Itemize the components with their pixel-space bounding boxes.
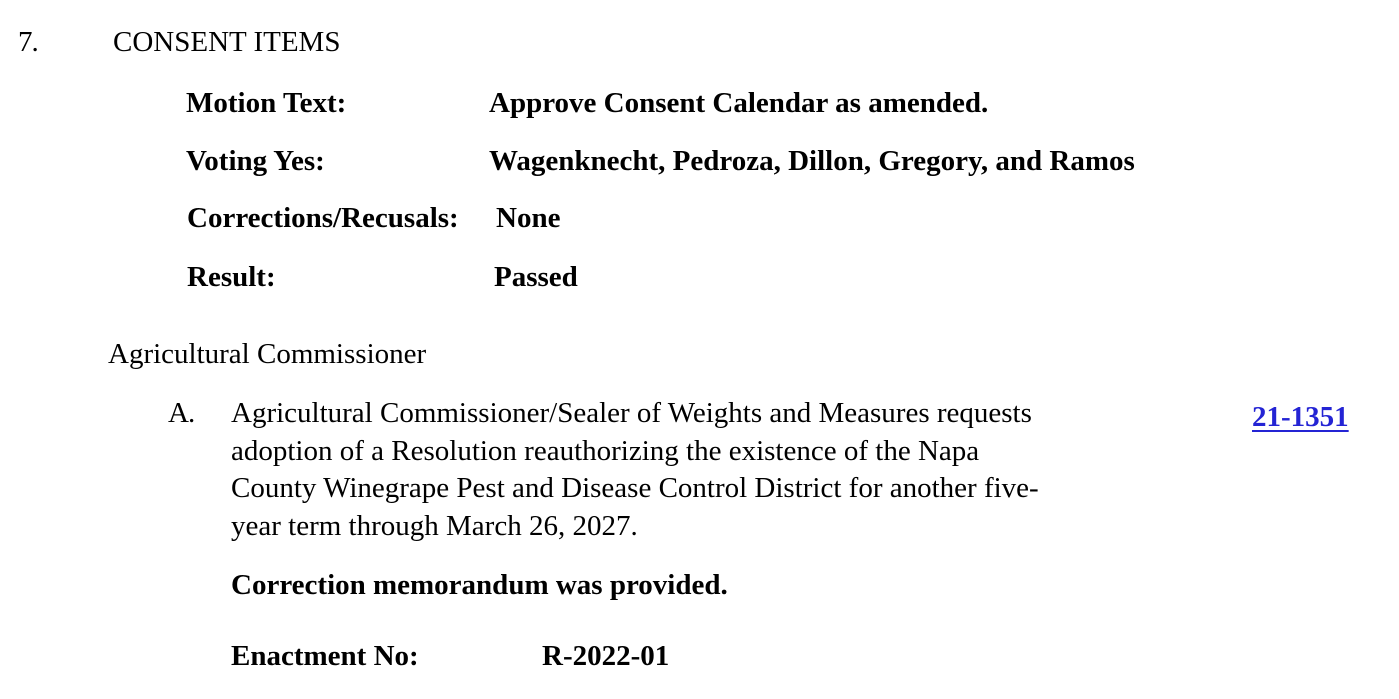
section-title: CONSENT ITEMS [113,26,341,58]
file-number-link[interactable]: 21-1351 [1252,401,1349,433]
item-description-line: Agricultural Commissioner/Sealer of Weights and Measures requests [231,397,1032,429]
correction-note: Correction memorandum was provided. [231,569,728,601]
enactment-number: R-2022-01 [542,640,670,672]
item-description-line: year term through March 26, 2027. [231,509,638,542]
item-description-line: adoption of a Resolution reauthorizing the existence of the Napa [231,434,980,467]
voting-yes-value: Wagenknecht, Pedroza, Dillon, Gregory, and Ramos [489,145,1135,177]
result-value: Passed [494,261,578,293]
item-description-line: County Winegrape Pest and Disease Control District for another five- [231,472,1039,504]
enactment-label: Enactment No: [231,640,419,672]
corrections-recusals-value: None [496,202,561,234]
voting-yes-label: Voting Yes: [186,145,325,177]
department-heading: Agricultural Commissioner [108,338,427,370]
item-description [231,395,1131,545]
motion-text-value: Approve Consent Calendar as amended. [489,87,989,119]
motion-text-label: Motion Text: [186,87,347,119]
item-letter: A. [168,397,195,429]
result-label: Result: [187,261,276,293]
section-number: 7. [18,26,38,58]
corrections-recusals-label: Corrections/Recusals: [187,202,459,234]
